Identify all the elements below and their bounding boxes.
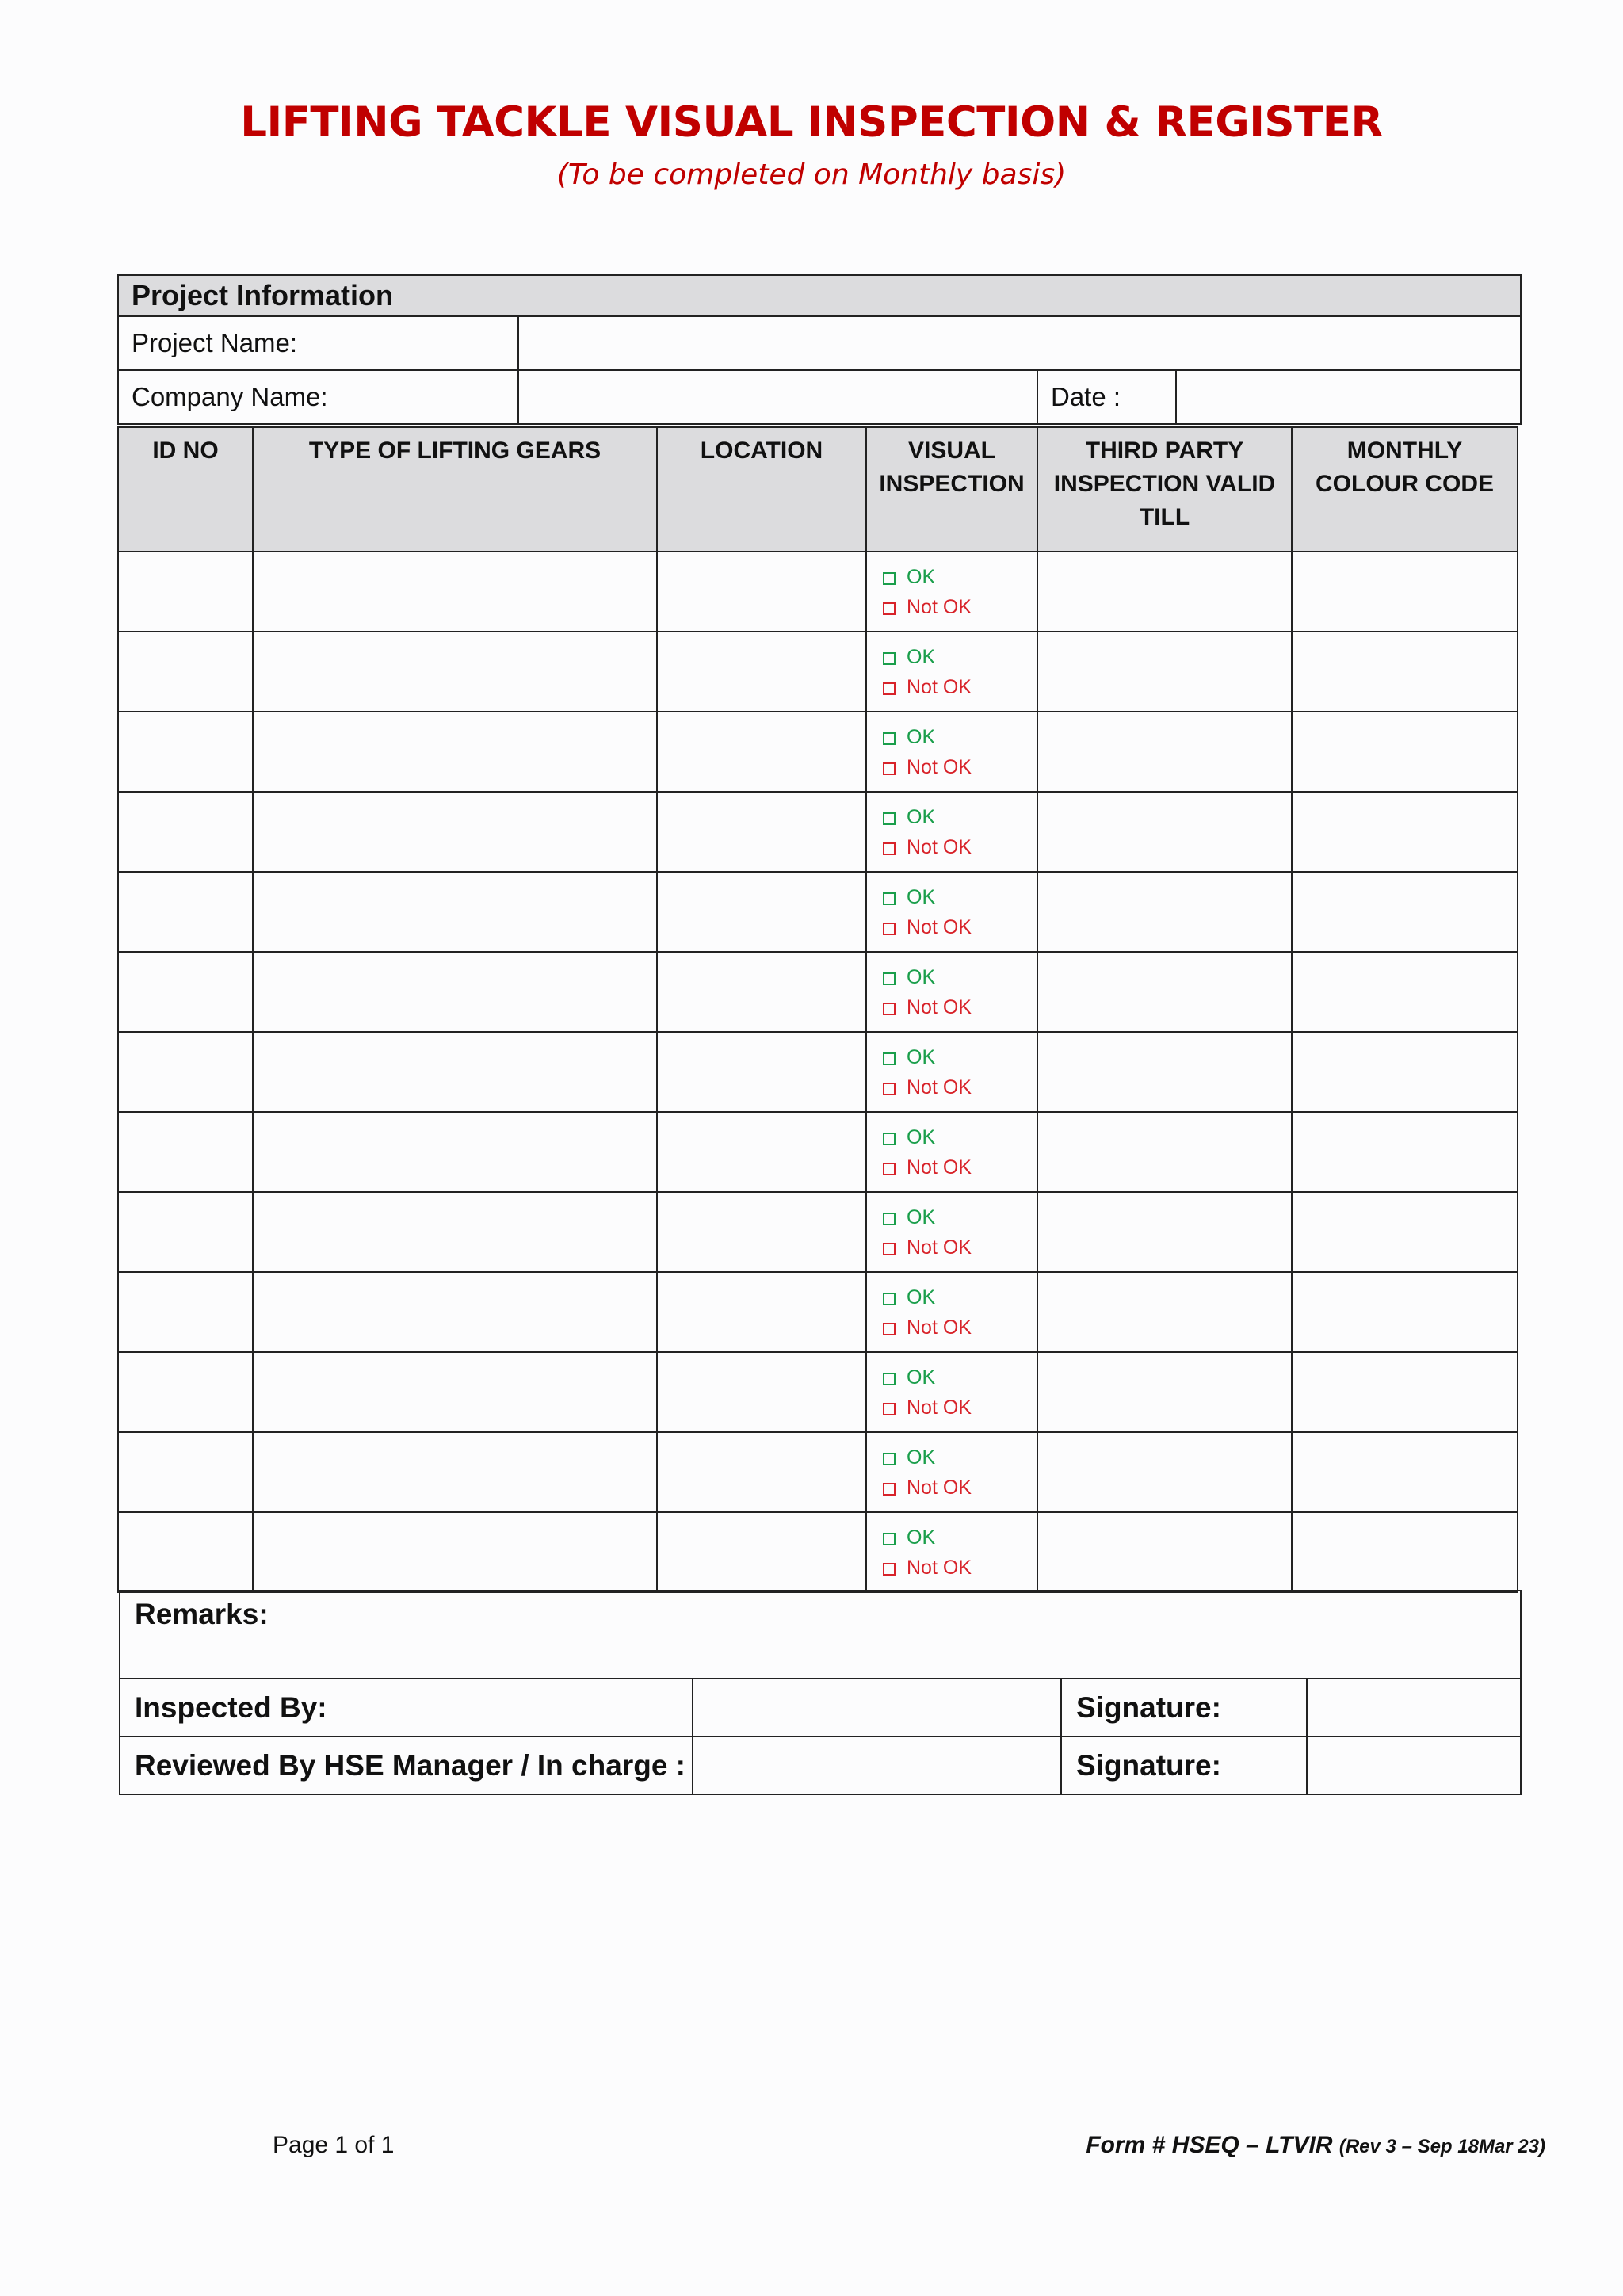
ok-option[interactable]: OK: [883, 802, 1037, 832]
location-cell[interactable]: [657, 1032, 866, 1112]
visual-inspection-cell: [866, 712, 1037, 792]
form-title: LIFTING TACKLE VISUAL INSPECTION & REGISTER: [240, 98, 1383, 147]
not-ok-checkbox[interactable]: [883, 1003, 896, 1015]
project-info-table: [117, 274, 1522, 425]
third-party-cell[interactable]: [1037, 1032, 1292, 1112]
register-header-row: [118, 427, 1518, 552]
col-location: LOCATION: [657, 427, 866, 552]
location-cell[interactable]: [657, 712, 866, 792]
table-row: [118, 952, 1518, 1032]
table-row: [118, 1272, 1518, 1352]
location-cell[interactable]: [657, 952, 866, 1032]
colour-code-cell[interactable]: [1292, 712, 1518, 792]
visual-inspection-cell: [866, 952, 1037, 1032]
ok-checkbox[interactable]: [883, 1453, 896, 1465]
third-party-cell[interactable]: [1037, 1352, 1292, 1432]
colour-code-cell[interactable]: [1292, 1032, 1518, 1112]
ok-option[interactable]: OK: [883, 1442, 1037, 1473]
not-ok-option[interactable]: Not OK: [883, 1152, 1037, 1182]
colour-code-cell[interactable]: [1292, 1512, 1518, 1592]
third-party-cell[interactable]: [1037, 1272, 1292, 1352]
project-name-field[interactable]: [518, 316, 1521, 370]
ok-checkbox[interactable]: [883, 812, 896, 825]
gear-type-cell[interactable]: [253, 632, 657, 712]
col-monthly-colour-code: MONTHLY COLOUR CODE: [1292, 427, 1518, 552]
colour-code-cell[interactable]: [1292, 632, 1518, 712]
table-row: [118, 1512, 1518, 1592]
gear-type-cell[interactable]: [253, 952, 657, 1032]
col-type-of-lifting-gears: TYPE OF LIFTING GEARS: [253, 427, 657, 552]
id-no-cell[interactable]: [118, 1352, 253, 1432]
not-ok-option[interactable]: Not OK: [883, 1072, 1037, 1102]
not-ok-option[interactable]: Not OK: [883, 592, 1037, 622]
ok-checkbox[interactable]: [883, 732, 896, 745]
register-table: [117, 426, 1518, 1593]
ok-checkbox[interactable]: [883, 572, 896, 585]
visual-inspection-cell: [866, 552, 1037, 632]
table-row: [118, 792, 1518, 872]
colour-code-cell[interactable]: [1292, 952, 1518, 1032]
visual-inspection-cell: [866, 1512, 1037, 1592]
page-number: Page 1 of 1: [273, 2132, 395, 2158]
ok-checkbox[interactable]: [883, 1133, 896, 1145]
third-party-cell[interactable]: [1037, 712, 1292, 792]
location-cell[interactable]: [657, 1192, 866, 1272]
ok-checkbox[interactable]: [883, 1213, 896, 1225]
ok-checkbox[interactable]: [883, 1293, 896, 1305]
third-party-cell[interactable]: [1037, 1512, 1292, 1592]
location-cell[interactable]: [657, 1352, 866, 1432]
colour-code-cell[interactable]: [1292, 792, 1518, 872]
ok-option[interactable]: OK: [883, 962, 1037, 992]
table-row: [118, 632, 1518, 712]
table-row: [118, 1352, 1518, 1432]
third-party-cell[interactable]: [1037, 792, 1292, 872]
gear-type-cell[interactable]: [253, 1352, 657, 1432]
third-party-cell[interactable]: [1037, 1112, 1292, 1192]
ok-option[interactable]: OK: [883, 1362, 1037, 1392]
not-ok-checkbox[interactable]: [883, 1323, 896, 1335]
third-party-cell[interactable]: [1037, 632, 1292, 712]
id-no-cell[interactable]: [118, 1512, 253, 1592]
third-party-cell[interactable]: [1037, 1192, 1292, 1272]
date-field[interactable]: [1176, 370, 1521, 424]
third-party-cell[interactable]: [1037, 1432, 1292, 1512]
location-cell[interactable]: [657, 552, 866, 632]
signoff-table: [119, 1590, 1522, 1795]
not-ok-checkbox[interactable]: [883, 1403, 896, 1415]
location-cell[interactable]: [657, 1112, 866, 1192]
id-no-cell[interactable]: [118, 552, 253, 632]
inspected-by-label: Inspected By:: [120, 1679, 693, 1736]
colour-code-cell[interactable]: [1292, 552, 1518, 632]
id-no-cell[interactable]: [118, 1192, 253, 1272]
location-cell[interactable]: [657, 632, 866, 712]
ok-checkbox[interactable]: [883, 1533, 896, 1545]
third-party-cell[interactable]: [1037, 872, 1292, 952]
table-row: [118, 1192, 1518, 1272]
not-ok-checkbox[interactable]: [883, 1083, 896, 1095]
ok-option[interactable]: OK: [883, 562, 1037, 592]
not-ok-option[interactable]: Not OK: [883, 912, 1037, 942]
gear-type-cell[interactable]: [253, 792, 657, 872]
location-cell[interactable]: [657, 1512, 866, 1592]
gear-type-cell[interactable]: [253, 1272, 657, 1352]
col-id-no: ID NO: [118, 427, 253, 552]
company-name-label: Company Name:: [118, 370, 518, 424]
visual-inspection-cell: [866, 1192, 1037, 1272]
not-ok-checkbox[interactable]: [883, 1483, 896, 1496]
not-ok-option[interactable]: Not OK: [883, 1392, 1037, 1423]
ok-checkbox[interactable]: [883, 972, 896, 985]
not-ok-option[interactable]: Not OK: [883, 832, 1037, 862]
project-info-heading: Project Information: [118, 275, 1521, 316]
visual-inspection-cell: [866, 792, 1037, 872]
gear-type-cell[interactable]: [253, 1112, 657, 1192]
visual-inspection-cell: [866, 1352, 1037, 1432]
id-no-cell[interactable]: [118, 712, 253, 792]
table-row: [118, 552, 1518, 632]
colour-code-cell[interactable]: [1292, 1112, 1518, 1192]
gear-type-cell[interactable]: [253, 712, 657, 792]
form-subtitle: (To be completed on Monthly basis): [556, 159, 1067, 191]
visual-inspection-cell: [866, 1112, 1037, 1192]
id-no-cell[interactable]: [118, 1272, 253, 1352]
visual-inspection-cell: [866, 1272, 1037, 1352]
visual-inspection-cell: [866, 632, 1037, 712]
id-no-cell[interactable]: [118, 952, 253, 1032]
id-no-cell[interactable]: [118, 1432, 253, 1512]
remarks-field[interactable]: [120, 1591, 1521, 1679]
ok-option[interactable]: OK: [883, 1042, 1037, 1072]
colour-code-cell[interactable]: [1292, 1352, 1518, 1432]
ok-checkbox[interactable]: [883, 892, 896, 905]
colour-code-cell[interactable]: [1292, 1192, 1518, 1272]
colour-code-cell[interactable]: [1292, 872, 1518, 952]
gear-type-cell[interactable]: [253, 1032, 657, 1112]
table-row: [118, 1432, 1518, 1512]
not-ok-checkbox[interactable]: [883, 1563, 896, 1576]
inspected-by-field[interactable]: [693, 1679, 1061, 1736]
inspector-signature-field[interactable]: [1307, 1679, 1521, 1736]
gear-type-cell[interactable]: [253, 872, 657, 952]
not-ok-option[interactable]: Not OK: [883, 672, 1037, 702]
location-cell[interactable]: [657, 1432, 866, 1512]
not-ok-option[interactable]: Not OK: [883, 1553, 1037, 1583]
not-ok-checkbox[interactable]: [883, 1243, 896, 1255]
project-name-label: Project Name:: [118, 316, 518, 370]
not-ok-checkbox[interactable]: [883, 762, 896, 775]
inspector-signature-label: Signature:: [1061, 1679, 1307, 1736]
not-ok-checkbox[interactable]: [883, 842, 896, 855]
id-no-cell[interactable]: [118, 1032, 253, 1112]
company-name-field[interactable]: [518, 370, 1037, 424]
ok-checkbox[interactable]: [883, 1373, 896, 1385]
not-ok-checkbox[interactable]: [883, 602, 896, 615]
not-ok-option[interactable]: Not OK: [883, 1232, 1037, 1263]
id-no-cell[interactable]: [118, 1112, 253, 1192]
form-revision: (Rev 3 – Sep 18Mar 23): [1338, 2136, 1545, 2157]
ok-option[interactable]: OK: [883, 1122, 1037, 1152]
col-third-party-inspection: THIRD PARTY INSPECTION VALID TILL: [1037, 427, 1292, 552]
visual-inspection-cell: [866, 1432, 1037, 1512]
id-no-cell[interactable]: [118, 792, 253, 872]
col-visual-inspection: VISUAL INSPECTION: [866, 427, 1037, 552]
ok-option[interactable]: OK: [883, 1282, 1037, 1312]
id-no-cell[interactable]: [118, 632, 253, 712]
ok-option[interactable]: OK: [883, 882, 1037, 912]
table-row: [118, 1112, 1518, 1192]
reviewed-by-field[interactable]: [693, 1736, 1061, 1794]
reviewed-by-label: Reviewed By HSE Manager / In charge :: [120, 1736, 693, 1794]
visual-inspection-cell: [866, 1032, 1037, 1112]
visual-inspection-cell: [866, 872, 1037, 952]
ok-checkbox[interactable]: [883, 1052, 896, 1065]
not-ok-checkbox[interactable]: [883, 682, 896, 695]
location-cell[interactable]: [657, 1272, 866, 1352]
ok-option[interactable]: OK: [883, 1522, 1037, 1553]
not-ok-option[interactable]: Not OK: [883, 1473, 1037, 1503]
table-row: [118, 1032, 1518, 1112]
gear-type-cell[interactable]: [253, 552, 657, 632]
gear-type-cell[interactable]: [253, 1512, 657, 1592]
gear-type-cell[interactable]: [253, 1432, 657, 1512]
ok-option[interactable]: OK: [883, 722, 1037, 752]
not-ok-option[interactable]: Not OK: [883, 992, 1037, 1022]
reviewer-signature-field[interactable]: [1307, 1736, 1521, 1794]
not-ok-option[interactable]: Not OK: [883, 1312, 1037, 1343]
ok-option[interactable]: OK: [883, 642, 1037, 672]
not-ok-checkbox[interactable]: [883, 923, 896, 935]
location-cell[interactable]: [657, 872, 866, 952]
third-party-cell[interactable]: [1037, 552, 1292, 632]
id-no-cell[interactable]: [118, 872, 253, 952]
location-cell[interactable]: [657, 792, 866, 872]
not-ok-option[interactable]: Not OK: [883, 752, 1037, 782]
reviewer-signature-label: Signature:: [1061, 1736, 1307, 1794]
colour-code-cell[interactable]: [1292, 1272, 1518, 1352]
colour-code-cell[interactable]: [1292, 1432, 1518, 1512]
table-row: [118, 712, 1518, 792]
gear-type-cell[interactable]: [253, 1192, 657, 1272]
remarks-label: Remarks:: [135, 1598, 269, 1630]
table-row: [118, 872, 1518, 952]
ok-option[interactable]: OK: [883, 1202, 1037, 1232]
not-ok-checkbox[interactable]: [883, 1163, 896, 1175]
date-label: Date :: [1037, 370, 1176, 424]
third-party-cell[interactable]: [1037, 952, 1292, 1032]
form-number: Form # HSEQ – LTVIR (Rev 3 – Sep 18Mar 23): [1086, 2132, 1545, 2158]
ok-checkbox[interactable]: [883, 652, 896, 665]
